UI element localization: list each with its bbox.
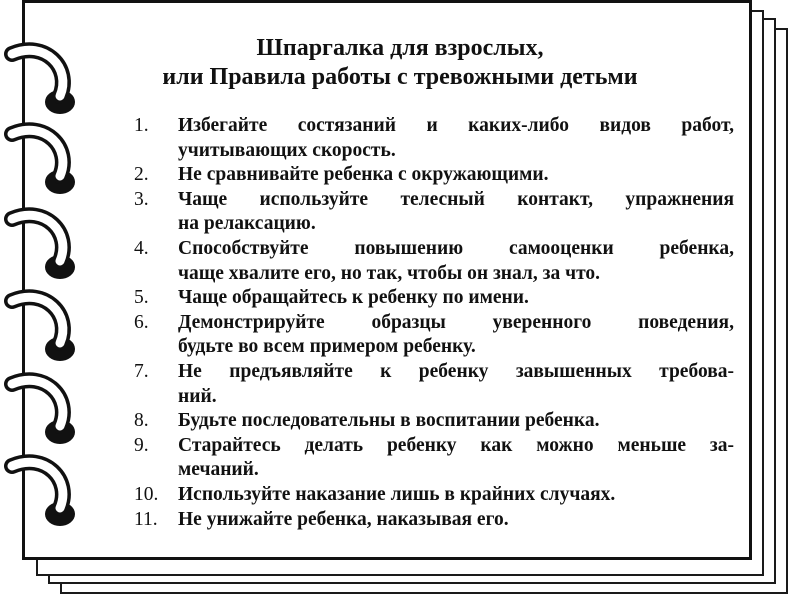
binding-ring xyxy=(12,215,75,279)
item-text xyxy=(178,360,734,409)
item-text xyxy=(178,188,734,237)
list-item xyxy=(134,237,734,286)
item-text-line: Избегайте состязаний и каких-либо видов работ, xyxy=(178,115,734,136)
item-text-line: Старайтесь делать ребенку как можно меньше за- xyxy=(178,434,734,456)
item-text-line: мечаний. xyxy=(178,459,259,481)
item-text-line: Чаще обращайтесь к ребенку по имени. xyxy=(178,287,529,309)
list-item xyxy=(134,311,734,360)
item-text-line: будьте во всем примером ребенку. xyxy=(178,336,476,358)
title-line-1: Шпаргалка для взрослых, xyxy=(256,35,544,61)
binding-ring xyxy=(12,380,75,444)
item-text-line: учитывающих скорость. xyxy=(178,139,396,161)
list-item xyxy=(134,114,734,163)
item-text xyxy=(178,286,734,311)
title-line-2: или Правила работы с тревожными детьми xyxy=(162,64,638,90)
item-text xyxy=(178,434,734,483)
item-text-line: ний. xyxy=(178,385,217,407)
item-text xyxy=(178,311,734,360)
item-number: 10. xyxy=(134,483,159,505)
item-number: 8. xyxy=(134,410,149,432)
item-text-line: Не сравнивайте ребенка с окружающими. xyxy=(178,164,549,186)
item-number: 6. xyxy=(134,311,149,333)
item-text-line: Не предъявляйте к ребенку завышенных требова- xyxy=(178,360,734,382)
binding-ring xyxy=(12,462,75,526)
item-number: 4. xyxy=(134,237,149,259)
list-item xyxy=(134,163,734,188)
binding-ring xyxy=(12,297,75,361)
page-title xyxy=(120,34,680,92)
item-text-line: Будьте последовательны в воспитании ребенка. xyxy=(178,410,600,432)
item-text xyxy=(178,114,734,163)
list-item xyxy=(134,360,734,409)
item-text-line: Чаще используйте телесный контакт, упражнения xyxy=(178,188,734,210)
list-item xyxy=(134,286,734,311)
list-item xyxy=(134,508,734,533)
item-text-line: Демонстрируйте образцы уверенного поведения, xyxy=(178,311,734,333)
list-item xyxy=(134,483,734,508)
item-text xyxy=(178,409,734,434)
binding-ring xyxy=(12,130,75,194)
item-text-line: Используйте наказание лишь в крайних случаях. xyxy=(178,483,616,505)
item-number: 11. xyxy=(134,508,158,530)
item-text-line: Не унижайте ребенка, наказывая его. xyxy=(178,508,509,530)
item-number: 1. xyxy=(134,115,149,136)
item-number: 5. xyxy=(134,287,149,309)
item-number: 3. xyxy=(134,188,149,210)
list-item xyxy=(134,188,734,237)
item-text xyxy=(178,508,734,533)
item-text-line: на релаксацию. xyxy=(178,213,316,235)
item-text-line: Способствуйте повышению самооценки ребенка, xyxy=(178,237,734,259)
item-number: 9. xyxy=(134,434,149,456)
item-number: 2. xyxy=(134,164,149,186)
item-text-line: чаще хвалите его, но так, чтобы он знал, за что. xyxy=(178,262,601,284)
item-number: 7. xyxy=(134,360,149,382)
item-text xyxy=(178,483,734,508)
item-text xyxy=(178,237,734,286)
rules-list xyxy=(134,114,734,532)
item-text xyxy=(178,163,734,188)
spiral-binding xyxy=(0,0,110,600)
binding-ring xyxy=(12,50,75,114)
list-item xyxy=(134,434,734,483)
list-item xyxy=(134,409,734,434)
